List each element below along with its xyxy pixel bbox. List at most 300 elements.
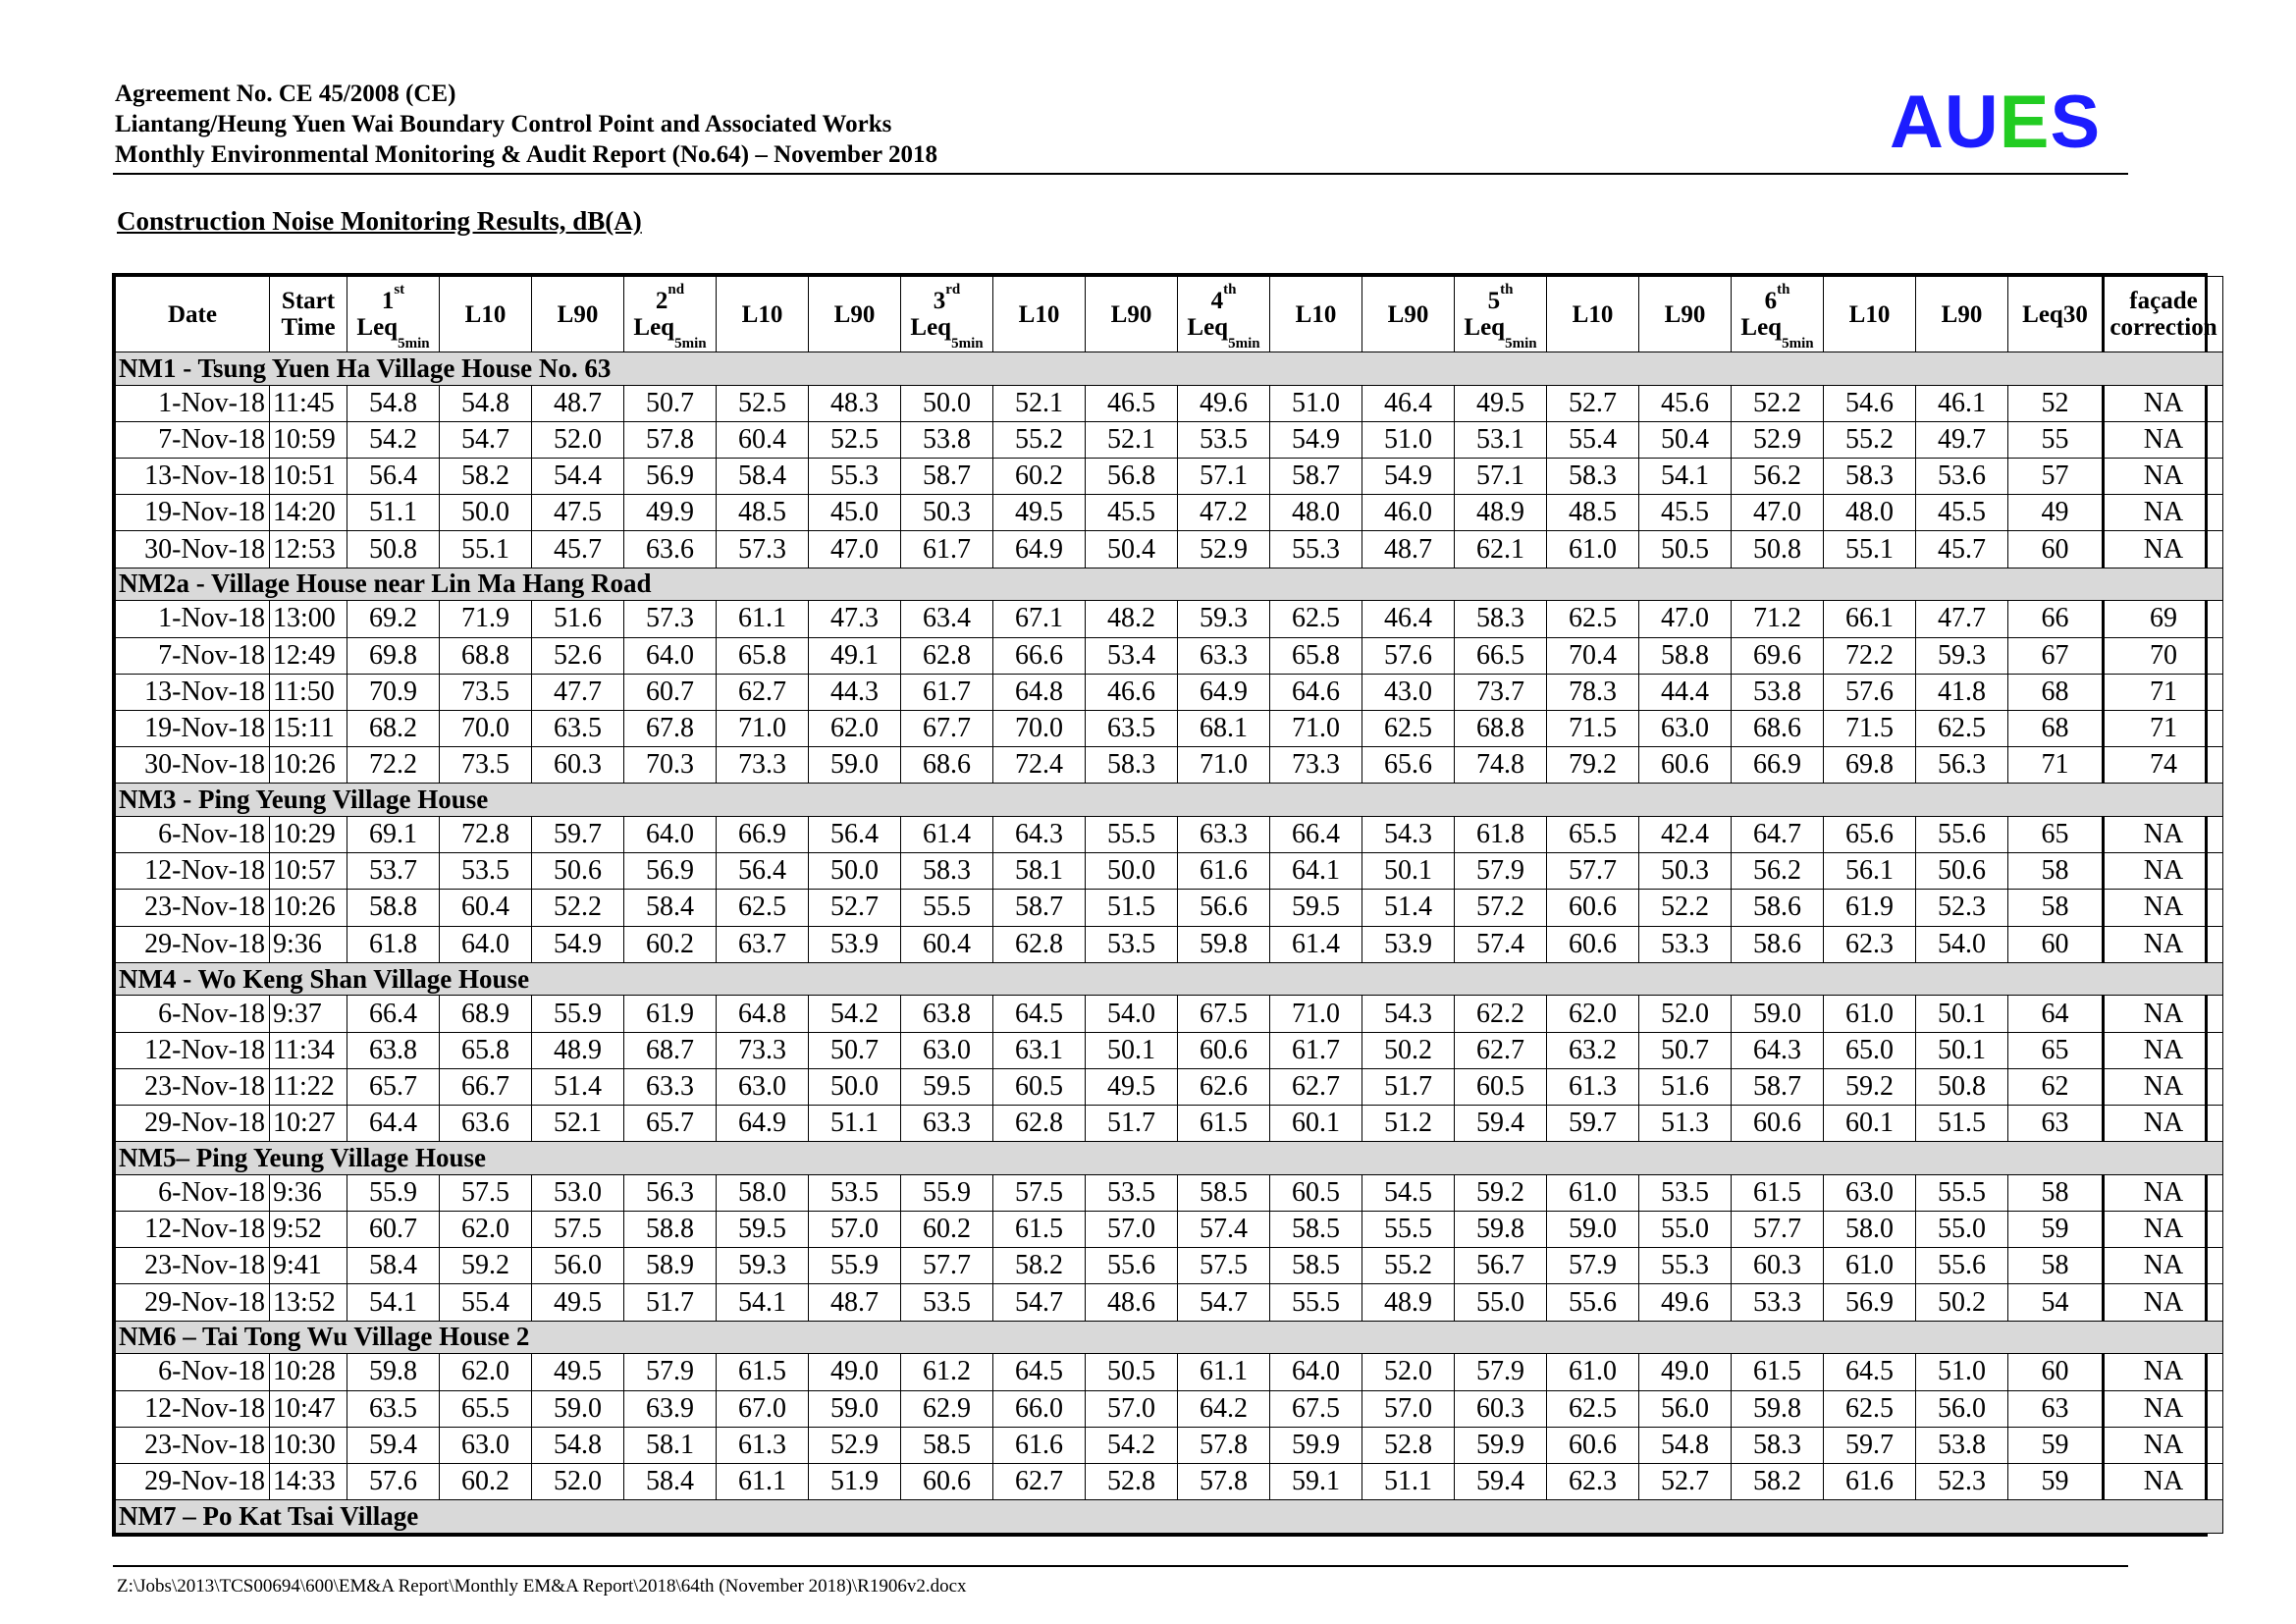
- report-header: [115, 79, 2127, 170]
- value-cell: 73.5: [440, 747, 532, 784]
- value-cell: 48.7: [532, 385, 624, 421]
- value-cell: 62.6: [1178, 1068, 1270, 1105]
- table-row: [116, 385, 2223, 421]
- value-cell: 59.4: [1455, 1463, 1547, 1499]
- col-header: 6th Leq$_{5min}$: [1732, 277, 1824, 352]
- time-cell: 9:36: [270, 926, 347, 962]
- value-cell: 69.8: [347, 637, 440, 674]
- time-cell: 13:00: [270, 601, 347, 637]
- value-cell: 55.5: [1916, 1174, 2008, 1211]
- value-cell: 58.3: [1086, 747, 1178, 784]
- value-cell: 58.3: [1547, 459, 1639, 495]
- value-cell: 71.5: [1547, 710, 1639, 746]
- date-cell: 23-Nov-18: [116, 1427, 270, 1463]
- value-cell: 59.3: [1916, 637, 2008, 674]
- date-cell: 12-Nov-18: [116, 1212, 270, 1248]
- value-cell: 53.5: [1086, 1174, 1178, 1211]
- value-cell: 63.6: [624, 531, 717, 568]
- value-cell: 50.7: [809, 1032, 901, 1068]
- value-cell: 48.7: [809, 1284, 901, 1321]
- value-cell: 52.0: [1639, 996, 1732, 1032]
- value-cell: 55.5: [901, 890, 993, 926]
- value-cell: 68.6: [1732, 710, 1824, 746]
- value-cell: 52.0: [532, 421, 624, 458]
- col-header: L90: [1086, 277, 1178, 352]
- station-name: NM3 - Ping Yeung Village House: [116, 784, 2223, 817]
- value-cell: 60.4: [717, 421, 809, 458]
- value-cell: 56.1: [1824, 853, 1916, 890]
- date-cell: 12-Nov-18: [116, 1390, 270, 1427]
- value-cell: 61.9: [1824, 890, 1916, 926]
- value-cell: 59.8: [347, 1354, 440, 1390]
- col-header: Leq30: [2008, 277, 2104, 352]
- value-cell: 52.1: [532, 1106, 624, 1142]
- table-row: [116, 674, 2223, 710]
- value-cell: 52.7: [809, 890, 901, 926]
- date-cell: 13-Nov-18: [116, 674, 270, 710]
- value-cell: 66.4: [347, 996, 440, 1032]
- value-cell: 48.6: [1086, 1284, 1178, 1321]
- value-cell: 60.3: [532, 747, 624, 784]
- value-cell: 64.5: [993, 1354, 1086, 1390]
- value-cell: 64.5: [993, 996, 1086, 1032]
- value-cell: 50.0: [809, 1068, 901, 1105]
- value-cell: 51.6: [1639, 1068, 1732, 1105]
- value-cell: 62.8: [993, 1106, 1086, 1142]
- date-cell: 6-Nov-18: [116, 1354, 270, 1390]
- value-cell: 64.3: [1732, 1032, 1824, 1068]
- time-cell: 9:36: [270, 1174, 347, 1211]
- value-cell: 45.6: [1639, 385, 1732, 421]
- value-cell: 74.8: [1455, 747, 1547, 784]
- table-row: [116, 890, 2223, 926]
- section-title: Construction Noise Monitoring Results, dB(A): [117, 206, 642, 236]
- value-cell: 60.6: [1547, 1427, 1639, 1463]
- value-cell: 68.2: [347, 710, 440, 746]
- value-cell: 62.7: [993, 1463, 1086, 1499]
- facade-correction-cell: NA: [2104, 853, 2223, 890]
- value-cell: 60.2: [901, 1212, 993, 1248]
- value-cell: 63.0: [901, 1032, 993, 1068]
- value-cell: 61.1: [717, 1463, 809, 1499]
- value-cell: 70.0: [993, 710, 1086, 746]
- value-cell: 56.0: [1639, 1390, 1732, 1427]
- value-cell: 67.0: [717, 1390, 809, 1427]
- value-cell: 55.2: [1824, 421, 1916, 458]
- value-cell: 54.2: [1086, 1427, 1178, 1463]
- value-cell: 55.0: [1455, 1284, 1547, 1321]
- value-cell: 58.1: [993, 853, 1086, 890]
- facade-correction-cell: 71: [2104, 710, 2223, 746]
- table-row: [116, 601, 2223, 637]
- value-cell: 55.5: [1270, 1284, 1362, 1321]
- value-cell: 59.8: [1455, 1212, 1547, 1248]
- value-cell: 51.5: [1916, 1106, 2008, 1142]
- time-cell: 14:33: [270, 1463, 347, 1499]
- table-row: [116, 1106, 2223, 1142]
- station-group-row: [116, 1321, 2223, 1354]
- value-cell: 63.8: [347, 1032, 440, 1068]
- value-cell: 64.8: [993, 674, 1086, 710]
- value-cell: 55.1: [440, 531, 532, 568]
- leq30-cell: 62: [2008, 1068, 2104, 1105]
- value-cell: 60.6: [1547, 926, 1639, 962]
- value-cell: 58.8: [624, 1212, 717, 1248]
- value-cell: 52.0: [532, 1463, 624, 1499]
- value-cell: 55.6: [1547, 1284, 1639, 1321]
- value-cell: 61.9: [624, 996, 717, 1032]
- value-cell: 61.0: [1824, 1248, 1916, 1284]
- value-cell: 53.0: [532, 1174, 624, 1211]
- facade-correction-cell: NA: [2104, 495, 2223, 531]
- time-cell: 10:26: [270, 747, 347, 784]
- value-cell: 58.4: [624, 1463, 717, 1499]
- value-cell: 61.7: [901, 674, 993, 710]
- value-cell: 61.5: [1732, 1174, 1824, 1211]
- value-cell: 60.1: [1270, 1106, 1362, 1142]
- time-cell: 9:41: [270, 1248, 347, 1284]
- value-cell: 61.4: [1270, 926, 1362, 962]
- value-cell: 69.6: [1732, 637, 1824, 674]
- value-cell: 60.7: [624, 674, 717, 710]
- table-row: [116, 421, 2223, 458]
- value-cell: 55.4: [440, 1284, 532, 1321]
- value-cell: 62.0: [809, 710, 901, 746]
- facade-correction-cell: NA: [2104, 459, 2223, 495]
- table-row: [116, 1212, 2223, 1248]
- value-cell: 59.0: [532, 1390, 624, 1427]
- value-cell: 70.0: [440, 710, 532, 746]
- value-cell: 63.3: [624, 1068, 717, 1105]
- value-cell: 53.3: [1639, 926, 1732, 962]
- value-cell: 57.1: [1178, 459, 1270, 495]
- value-cell: 57.0: [1086, 1390, 1178, 1427]
- value-cell: 48.9: [1455, 495, 1547, 531]
- value-cell: 51.7: [624, 1284, 717, 1321]
- footer-file-path: Z:\Jobs\2013\TCS00694\600\EM&A Report\Monthly EM&A Report\2018\64th (November 2018)\R1906v2.docx: [117, 1576, 967, 1597]
- table-row: [116, 1390, 2223, 1427]
- leq30-cell: 67: [2008, 637, 2104, 674]
- logo-letters: S: [2050, 81, 2102, 164]
- value-cell: 65.8: [440, 1032, 532, 1068]
- date-cell: 13-Nov-18: [116, 459, 270, 495]
- value-cell: 64.3: [993, 816, 1086, 852]
- value-cell: 51.0: [1270, 385, 1362, 421]
- col-header: L10: [1547, 277, 1639, 352]
- value-cell: 55.5: [1362, 1212, 1455, 1248]
- value-cell: 55.0: [1639, 1212, 1732, 1248]
- station-group-row: [116, 568, 2223, 601]
- value-cell: 64.8: [717, 996, 809, 1032]
- col-header: façade correction: [2104, 277, 2223, 352]
- col-header: 4th Leq$_{5min}$: [1178, 277, 1270, 352]
- leq30-cell: 71: [2008, 747, 2104, 784]
- value-cell: 57.4: [1455, 926, 1547, 962]
- value-cell: 63.3: [1178, 637, 1270, 674]
- value-cell: 50.2: [1916, 1284, 2008, 1321]
- value-cell: 62.2: [1455, 996, 1547, 1032]
- value-cell: 66.5: [1455, 637, 1547, 674]
- value-cell: 58.7: [993, 890, 1086, 926]
- table-row: [116, 1032, 2223, 1068]
- value-cell: 49.6: [1639, 1284, 1732, 1321]
- value-cell: 72.4: [993, 747, 1086, 784]
- value-cell: 46.6: [1086, 674, 1178, 710]
- value-cell: 64.1: [1270, 853, 1362, 890]
- value-cell: 61.6: [1824, 1463, 1916, 1499]
- leq30-cell: 68: [2008, 710, 2104, 746]
- noise-results-table: [115, 276, 2223, 1534]
- value-cell: 59.0: [809, 747, 901, 784]
- value-cell: 52.2: [1639, 890, 1732, 926]
- value-cell: 54.7: [440, 421, 532, 458]
- value-cell: 50.6: [532, 853, 624, 890]
- value-cell: 79.2: [1547, 747, 1639, 784]
- value-cell: 61.0: [1547, 1354, 1639, 1390]
- value-cell: 62.0: [1547, 996, 1639, 1032]
- value-cell: 66.1: [1824, 601, 1916, 637]
- value-cell: 57.9: [1455, 1354, 1547, 1390]
- time-cell: 10:29: [270, 816, 347, 852]
- value-cell: 54.8: [347, 385, 440, 421]
- date-cell: 7-Nov-18: [116, 421, 270, 458]
- value-cell: 64.2: [1178, 1390, 1270, 1427]
- table-row: [116, 853, 2223, 890]
- value-cell: 66.6: [993, 637, 1086, 674]
- value-cell: 48.7: [1362, 531, 1455, 568]
- agreement-number: Agreement No. CE 45/2008 (CE): [115, 81, 456, 107]
- value-cell: 51.7: [1086, 1106, 1178, 1142]
- leq30-cell: 65: [2008, 1032, 2104, 1068]
- value-cell: 52.6: [532, 637, 624, 674]
- value-cell: 62.5: [1362, 710, 1455, 746]
- value-cell: 58.3: [1455, 601, 1547, 637]
- value-cell: 50.0: [440, 495, 532, 531]
- value-cell: 50.8: [1916, 1068, 2008, 1105]
- facade-correction-cell: NA: [2104, 531, 2223, 568]
- facade-correction-cell: NA: [2104, 1212, 2223, 1248]
- value-cell: 58.3: [1824, 459, 1916, 495]
- value-cell: 64.0: [440, 926, 532, 962]
- value-cell: 56.9: [1824, 1284, 1916, 1321]
- value-cell: 71.9: [440, 601, 532, 637]
- value-cell: 63.8: [901, 996, 993, 1032]
- value-cell: 58.4: [624, 890, 717, 926]
- value-cell: 54.1: [717, 1284, 809, 1321]
- value-cell: 61.0: [1547, 531, 1639, 568]
- value-cell: 51.5: [1086, 890, 1178, 926]
- leq30-cell: 58: [2008, 1174, 2104, 1211]
- table-row: [116, 1284, 2223, 1321]
- date-cell: 7-Nov-18: [116, 637, 270, 674]
- report-title: Monthly Environmental Monitoring & Audit Report (No.64) – November 2018: [115, 141, 937, 168]
- value-cell: 61.8: [347, 926, 440, 962]
- value-cell: 58.6: [1732, 926, 1824, 962]
- value-cell: 62.5: [1270, 601, 1362, 637]
- col-header: L10: [993, 277, 1086, 352]
- value-cell: 65.7: [347, 1068, 440, 1105]
- station-name: NM4 - Wo Keng Shan Village House: [116, 962, 2223, 996]
- time-cell: 9:37: [270, 996, 347, 1032]
- facade-correction-cell: NA: [2104, 926, 2223, 962]
- value-cell: 68.8: [1455, 710, 1547, 746]
- value-cell: 57.3: [717, 531, 809, 568]
- value-cell: 44.3: [809, 674, 901, 710]
- value-cell: 61.6: [1178, 853, 1270, 890]
- value-cell: 50.5: [1086, 1354, 1178, 1390]
- value-cell: 62.7: [717, 674, 809, 710]
- value-cell: 59.0: [809, 1390, 901, 1427]
- leq30-cell: 66: [2008, 601, 2104, 637]
- value-cell: 61.1: [1178, 1354, 1270, 1390]
- value-cell: 67.1: [993, 601, 1086, 637]
- aues-logo: [1890, 79, 2101, 167]
- value-cell: 61.8: [1455, 816, 1547, 852]
- value-cell: 53.4: [1086, 637, 1178, 674]
- time-cell: 10:59: [270, 421, 347, 458]
- value-cell: 51.9: [809, 1463, 901, 1499]
- value-cell: 58.8: [347, 890, 440, 926]
- value-cell: 51.6: [532, 601, 624, 637]
- value-cell: 63.0: [1639, 710, 1732, 746]
- value-cell: 72.2: [347, 747, 440, 784]
- value-cell: 49.5: [532, 1354, 624, 1390]
- value-cell: 53.5: [901, 1284, 993, 1321]
- table-row: [116, 747, 2223, 784]
- value-cell: 52.9: [1178, 531, 1270, 568]
- value-cell: 58.5: [1178, 1174, 1270, 1211]
- facade-correction-cell: NA: [2104, 1174, 2223, 1211]
- facade-correction-cell: NA: [2104, 1427, 2223, 1463]
- value-cell: 45.0: [809, 495, 901, 531]
- value-cell: 59.0: [1547, 1212, 1639, 1248]
- value-cell: 68.1: [1178, 710, 1270, 746]
- value-cell: 61.6: [993, 1427, 1086, 1463]
- value-cell: 50.1: [1362, 853, 1455, 890]
- value-cell: 45.7: [1916, 531, 2008, 568]
- value-cell: 58.4: [717, 459, 809, 495]
- value-cell: 70.3: [624, 747, 717, 784]
- value-cell: 50.8: [1732, 531, 1824, 568]
- value-cell: 55.5: [1086, 816, 1178, 852]
- time-cell: 9:52: [270, 1212, 347, 1248]
- value-cell: 58.2: [1732, 1463, 1824, 1499]
- value-cell: 49.9: [624, 495, 717, 531]
- leq30-cell: 58: [2008, 890, 2104, 926]
- station-group-row: [116, 1142, 2223, 1175]
- value-cell: 61.3: [717, 1427, 809, 1463]
- value-cell: 58.8: [1639, 637, 1732, 674]
- station-name: NM7 – Po Kat Tsai Village: [116, 1500, 2223, 1534]
- value-cell: 62.9: [901, 1390, 993, 1427]
- col-header: L10: [1270, 277, 1362, 352]
- value-cell: 55.0: [1916, 1212, 2008, 1248]
- value-cell: 58.5: [901, 1427, 993, 1463]
- time-cell: 14:20: [270, 495, 347, 531]
- value-cell: 61.3: [1547, 1068, 1639, 1105]
- value-cell: 47.7: [532, 674, 624, 710]
- table-row: [116, 996, 2223, 1032]
- value-cell: 78.3: [1547, 674, 1639, 710]
- value-cell: 64.9: [993, 531, 1086, 568]
- date-cell: 6-Nov-18: [116, 816, 270, 852]
- value-cell: 48.9: [532, 1032, 624, 1068]
- value-cell: 55.2: [993, 421, 1086, 458]
- value-cell: 60.6: [1178, 1032, 1270, 1068]
- value-cell: 50.2: [1362, 1032, 1455, 1068]
- value-cell: 60.2: [993, 459, 1086, 495]
- table-row: [116, 1463, 2223, 1499]
- value-cell: 54.7: [1178, 1284, 1270, 1321]
- value-cell: 66.7: [440, 1068, 532, 1105]
- value-cell: 60.5: [1455, 1068, 1547, 1105]
- value-cell: 56.3: [624, 1174, 717, 1211]
- value-cell: 63.4: [901, 601, 993, 637]
- value-cell: 61.5: [1732, 1354, 1824, 1390]
- leq30-cell: 63: [2008, 1106, 2104, 1142]
- value-cell: 53.5: [1086, 926, 1178, 962]
- value-cell: 50.6: [1916, 853, 2008, 890]
- value-cell: 59.7: [532, 816, 624, 852]
- col-header: L90: [1916, 277, 2008, 352]
- leq30-cell: 57: [2008, 459, 2104, 495]
- value-cell: 65.6: [1362, 747, 1455, 784]
- value-cell: 51.0: [1362, 421, 1455, 458]
- value-cell: 61.2: [901, 1354, 993, 1390]
- value-cell: 50.8: [347, 531, 440, 568]
- value-cell: 51.1: [809, 1106, 901, 1142]
- value-cell: 47.0: [1732, 495, 1824, 531]
- value-cell: 59.8: [1732, 1390, 1824, 1427]
- col-header: 2nd Leq$_{5min}$: [624, 277, 717, 352]
- value-cell: 48.9: [1362, 1284, 1455, 1321]
- value-cell: 48.3: [809, 385, 901, 421]
- leq30-cell: 52: [2008, 385, 2104, 421]
- value-cell: 57.5: [532, 1212, 624, 1248]
- facade-correction-cell: 71: [2104, 674, 2223, 710]
- value-cell: 57.7: [1547, 853, 1639, 890]
- value-cell: 54.8: [1639, 1427, 1732, 1463]
- value-cell: 73.5: [440, 674, 532, 710]
- value-cell: 68.7: [624, 1032, 717, 1068]
- value-cell: 56.6: [1178, 890, 1270, 926]
- value-cell: 50.3: [1639, 853, 1732, 890]
- value-cell: 58.9: [624, 1248, 717, 1284]
- value-cell: 52.8: [1086, 1463, 1178, 1499]
- value-cell: 58.7: [1270, 459, 1362, 495]
- value-cell: 56.0: [1916, 1390, 2008, 1427]
- value-cell: 62.5: [717, 890, 809, 926]
- value-cell: 56.4: [809, 816, 901, 852]
- value-cell: 49.5: [1086, 1068, 1178, 1105]
- value-cell: 54.9: [532, 926, 624, 962]
- value-cell: 57.1: [1455, 459, 1547, 495]
- value-cell: 57.0: [1362, 1390, 1455, 1427]
- value-cell: 62.5: [1916, 710, 2008, 746]
- leq30-cell: 58: [2008, 853, 2104, 890]
- value-cell: 54.3: [1362, 996, 1455, 1032]
- value-cell: 58.4: [347, 1248, 440, 1284]
- value-cell: 50.0: [1086, 853, 1178, 890]
- time-cell: 12:49: [270, 637, 347, 674]
- value-cell: 65.8: [1270, 637, 1362, 674]
- value-cell: 56.9: [624, 853, 717, 890]
- value-cell: 59.5: [901, 1068, 993, 1105]
- leq30-cell: 59: [2008, 1463, 2104, 1499]
- value-cell: 71.0: [1270, 996, 1362, 1032]
- facade-correction-cell: 74: [2104, 747, 2223, 784]
- value-cell: 55.6: [1916, 816, 2008, 852]
